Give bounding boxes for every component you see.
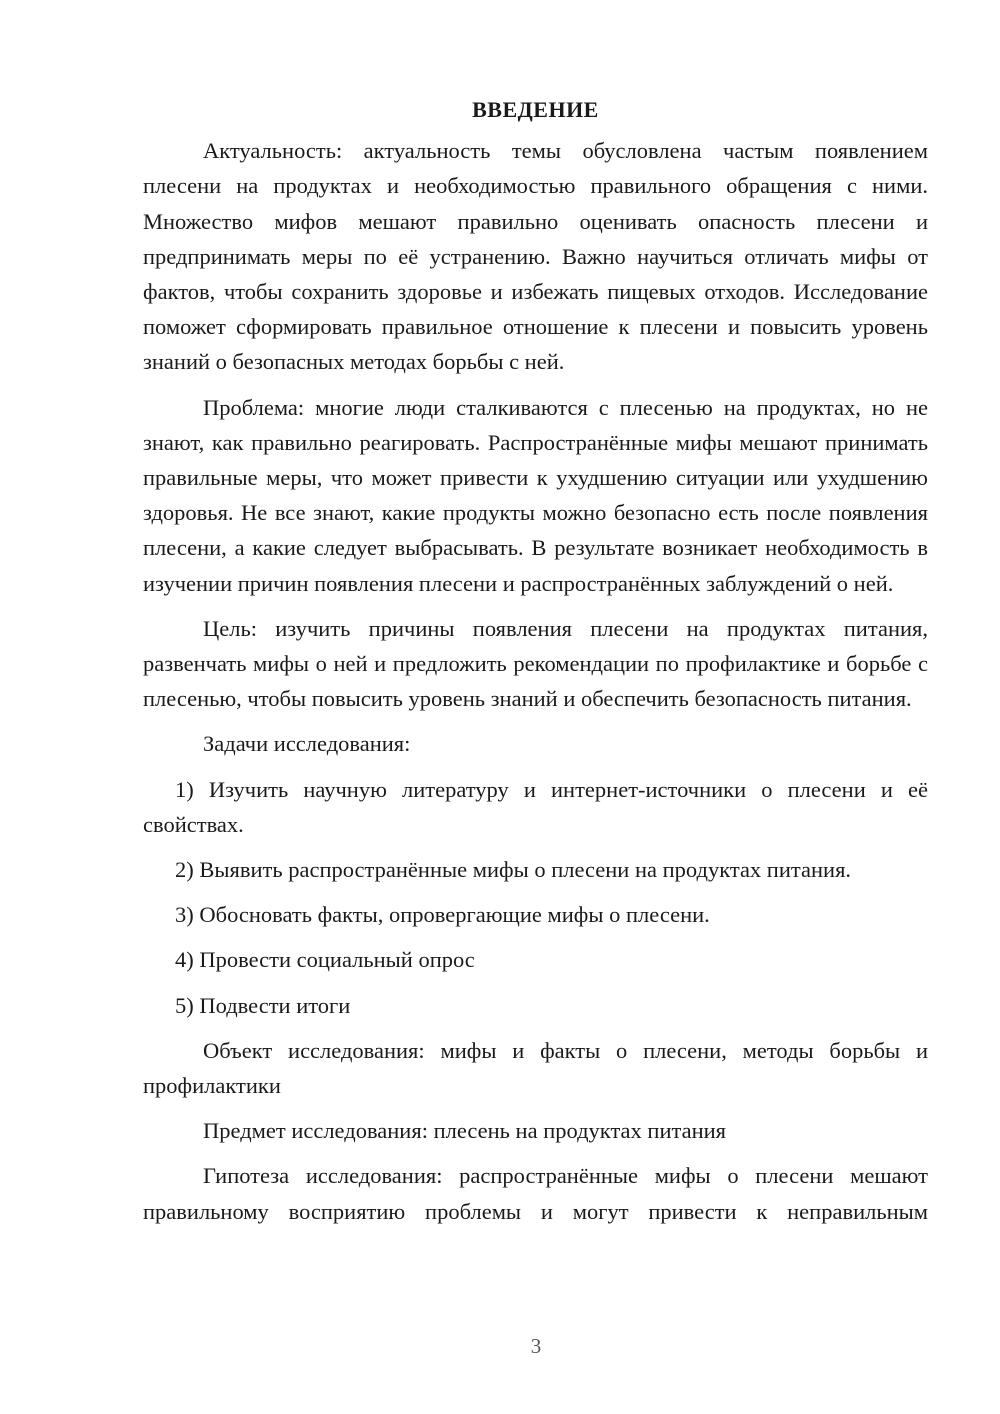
problem-paragraph: Проблема: многие люди сталкиваются с плесенью на продуктах, но не знают, как правильно реагировать. Распространённые мифы мешают принимать правильные меры, что может привести к ухудшению ситуации или ухудшению здоровья. Не все знают, какие продукты можно безопасно есть после появления плесени, а какие следует выбрасывать. В результате возникает необходимость в изучении причин появления плесени и распространённых заблуждений о ней. [143,394,928,596]
goal-paragraph: Цель: изучить причины появления плесени на продуктах питания, развенчать мифы о ней и предложить рекомендации по профилактике и борьбе с плесенью, чтобы повысить уровень знаний и обеспечить безопасность питания. [143,615,928,712]
task-item: 2) Выявить распространённые мифы о плесени на продуктах питания. [175,857,852,883]
section-heading: ВВЕДЕНИЕ [472,97,599,122]
subject-paragraph: Предмет исследования: плесень на продуктах питания [203,1118,727,1144]
task-item: 4) Провести социальный опрос [175,947,475,973]
tasks-title: Задачи исследования: [203,731,411,757]
task-item: 5) Подвести итоги [175,992,351,1018]
task-item: 1) Изучить научную литературу и интернет-источники о плесени и её свойствах. [143,776,928,837]
hypothesis-paragraph: Гипотеза исследования: распространённые мифы о плесени мешают правильному восприятию проблемы и могут привести к неправильным [143,1163,928,1224]
object-paragraph: Объект исследования: мифы и факты о плесени, методы борьбы и профилактики [143,1037,928,1099]
page-number: 3 [530,1334,542,1358]
task-item: 3) Обосновать факты, опровергающие мифы о плесени. [175,902,710,928]
relevance-paragraph: Актуальность: актуальность темы обусловлена частым появлением плесени на продуктах и необходимостью правильного обращения с ними. Множество мифов мешают правильно оценивать опасность плесени и предпринимать меры по её устранению. Важно научиться отличать мифы от фактов, чтобы сохранить здоровье и избежать пищевых отходов. Исследование поможет сформировать правильное отношение к плесени и повысить уровень знаний о безопасных методах борьбы с ней. [143,138,928,375]
tasks-list [143,772,928,1023]
page-body [143,92,928,1239]
